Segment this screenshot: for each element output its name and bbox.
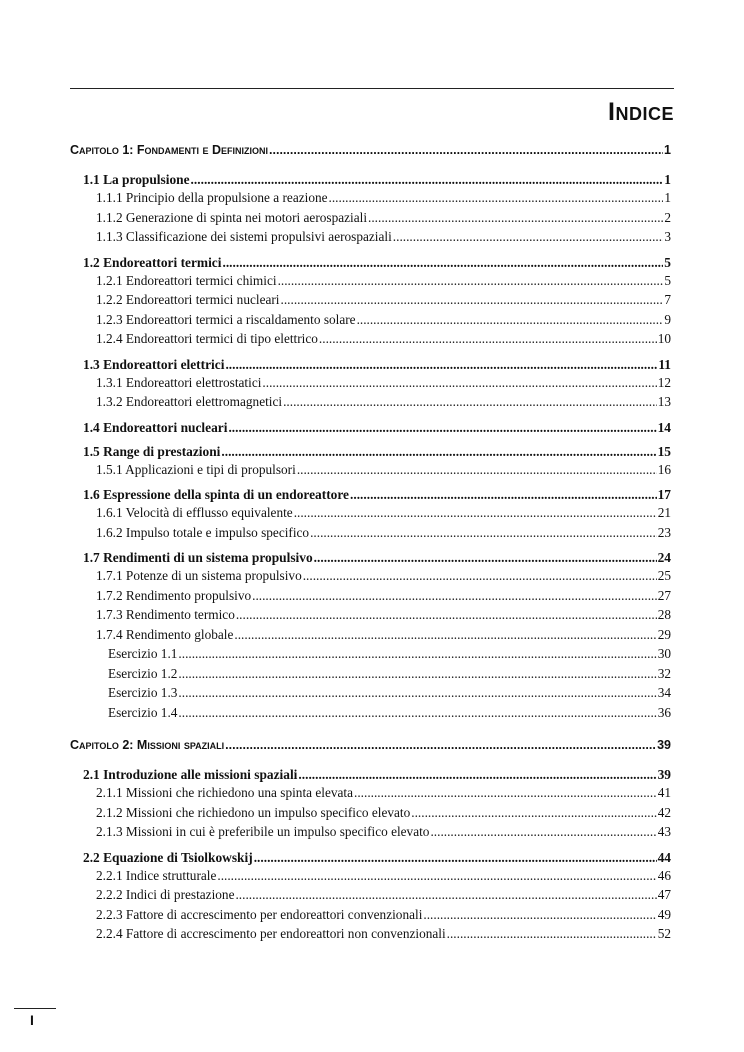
toc-exercise[interactable] bbox=[70, 646, 671, 666]
toc-chapter-label: Capitolo 2: Missioni spaziali bbox=[70, 738, 225, 752]
toc-section-label: 1.6 Espressione della spinta di un endoreattore bbox=[83, 487, 349, 502]
toc-subsection-label: 1.7.1 Potenze di un sistema propulsivo bbox=[96, 568, 302, 583]
dot-leader bbox=[178, 685, 656, 701]
toc-subsection[interactable] bbox=[70, 824, 671, 844]
toc-subsection-label: 1.1.3 Classificazione dei sistemi propulsivi aerospaziali bbox=[96, 229, 392, 244]
toc-subsection-label: 2.2.2 Indici di prestazione bbox=[96, 887, 235, 902]
toc-subsection[interactable] bbox=[70, 210, 671, 230]
toc-section[interactable] bbox=[70, 487, 671, 505]
toc-subsection-label: 2.1.1 Missioni che richiedono una spinta elevata bbox=[96, 785, 354, 800]
dot-leader bbox=[297, 462, 657, 478]
dot-leader bbox=[281, 292, 664, 308]
toc-subsection-label: 1.1.1 Principio della propulsione a reazione bbox=[96, 190, 328, 205]
dot-leader bbox=[368, 210, 663, 226]
toc-subsection-page: 29 bbox=[657, 626, 671, 642]
toc-subsection-page: 25 bbox=[657, 568, 671, 583]
toc-subsection-page: 3 bbox=[664, 229, 671, 244]
toc-subsection[interactable] bbox=[70, 907, 671, 927]
toc-subsection-label: 1.3.2 Endoreattori elettromagnetici bbox=[96, 394, 283, 409]
dot-leader bbox=[236, 607, 657, 623]
footer-rule bbox=[14, 1008, 56, 1009]
dot-leader bbox=[393, 229, 664, 245]
toc-subsection-label: 2.2.3 Fattore di accrescimento per endoreattori convenzionali bbox=[96, 906, 423, 922]
dot-leader bbox=[423, 907, 656, 923]
dot-leader bbox=[269, 143, 663, 157]
header-rule bbox=[70, 88, 674, 89]
toc-subsection-label: 2.1.3 Missioni in cui è preferibile un impulso specifico elevato bbox=[96, 824, 430, 839]
table-of-contents bbox=[70, 143, 671, 946]
toc-section[interactable] bbox=[70, 767, 671, 785]
toc-subsection[interactable] bbox=[70, 375, 671, 395]
dot-leader bbox=[217, 868, 656, 884]
toc-subsection[interactable] bbox=[70, 331, 671, 351]
dot-leader bbox=[278, 273, 664, 289]
toc-section[interactable] bbox=[70, 550, 671, 568]
toc-subsection-page: 43 bbox=[657, 824, 671, 839]
toc-section-label: 2.1 Introduzione alle missioni spaziali bbox=[83, 767, 298, 782]
toc-chapter-page: 39 bbox=[657, 738, 671, 752]
toc-section[interactable] bbox=[70, 420, 671, 438]
dot-leader bbox=[283, 394, 657, 410]
toc-subsection[interactable] bbox=[70, 229, 671, 249]
toc-subsection-page: 10 bbox=[657, 331, 671, 346]
dot-leader bbox=[357, 312, 664, 328]
dot-leader bbox=[303, 568, 657, 584]
toc-section-page: 17 bbox=[657, 487, 671, 502]
dot-leader bbox=[350, 487, 657, 503]
dot-leader bbox=[310, 525, 657, 541]
toc-subsection-label: 1.2.1 Endoreattori termici chimici bbox=[96, 272, 277, 288]
toc-exercise-label: Esercizio 1.3 bbox=[108, 685, 178, 700]
toc-exercise-page: 32 bbox=[657, 665, 671, 681]
dot-leader bbox=[294, 505, 657, 521]
toc-section-page: 15 bbox=[657, 443, 671, 459]
toc-subsection-label: 1.6.2 Impulso totale e impulso specifico bbox=[96, 524, 310, 540]
dot-leader bbox=[319, 331, 657, 347]
toc-exercise[interactable] bbox=[70, 685, 671, 705]
toc-subsection[interactable] bbox=[70, 568, 671, 588]
toc-subsection[interactable] bbox=[70, 312, 671, 332]
toc-subsection[interactable] bbox=[70, 525, 671, 545]
toc-exercise-page: 30 bbox=[657, 646, 671, 661]
toc-subsection-page: 7 bbox=[664, 292, 671, 307]
toc-subsection[interactable] bbox=[70, 607, 671, 627]
toc-section-label: 1.4 Endoreattori nucleari bbox=[83, 419, 228, 435]
dot-leader bbox=[262, 375, 656, 391]
toc-section-label: 1.5 Range di prestazioni bbox=[83, 443, 221, 459]
toc-subsection[interactable] bbox=[70, 394, 671, 414]
toc-subsection-label: 1.6.1 Velocità di efflusso equivalente bbox=[96, 505, 293, 520]
toc-exercise-page: 34 bbox=[657, 685, 671, 700]
toc-exercise-label: Esercizio 1.1 bbox=[108, 646, 178, 661]
dot-leader bbox=[225, 738, 656, 752]
toc-subsection-label: 1.7.2 Rendimento propulsivo bbox=[96, 587, 252, 603]
toc-subsection-page: 23 bbox=[657, 524, 671, 540]
dot-leader bbox=[178, 666, 656, 682]
toc-subsection-page: 1 bbox=[664, 190, 671, 205]
toc-subsection[interactable] bbox=[70, 190, 671, 210]
toc-subsection-label: 1.1.2 Generazione di spinta nei motori aerospaziali bbox=[96, 209, 368, 225]
dot-leader bbox=[411, 805, 656, 821]
toc-subsection-page: 9 bbox=[664, 311, 671, 327]
toc-chapter-page: 1 bbox=[664, 143, 671, 157]
toc-subsection[interactable] bbox=[70, 588, 671, 608]
toc-subsection[interactable] bbox=[70, 805, 671, 825]
toc-chapter[interactable] bbox=[70, 143, 671, 160]
toc-exercise-label: Esercizio 1.2 bbox=[108, 665, 178, 681]
toc-subsection-label: 2.1.2 Missioni che richiedono un impulso specifico elevato bbox=[96, 804, 411, 820]
toc-subsection-label: 2.2.1 Indice strutturale bbox=[96, 867, 217, 883]
toc-subsection[interactable] bbox=[70, 292, 671, 312]
toc-subsection-label: 1.5.1 Applicazioni e tipi di propulsori bbox=[96, 461, 296, 477]
toc-subsection-page: 47 bbox=[657, 887, 671, 902]
dot-leader bbox=[235, 887, 656, 903]
dot-leader bbox=[225, 357, 657, 373]
toc-exercise[interactable] bbox=[70, 705, 671, 725]
dot-leader bbox=[178, 705, 656, 721]
toc-section-label: 1.1 La propulsione bbox=[83, 172, 190, 187]
toc-section-page: 39 bbox=[657, 767, 671, 782]
toc-chapter[interactable] bbox=[70, 738, 671, 755]
toc-section-page: 24 bbox=[657, 550, 671, 565]
toc-section[interactable] bbox=[70, 444, 671, 462]
toc-subsection-page: 16 bbox=[657, 461, 671, 477]
toc-exercise-page: 36 bbox=[657, 704, 671, 720]
toc-subsection-page: 13 bbox=[657, 394, 671, 409]
dot-leader bbox=[298, 767, 656, 783]
toc-section-label: 1.3 Endoreattori elettrici bbox=[83, 356, 225, 372]
toc-subsection-page: 2 bbox=[664, 209, 671, 225]
toc-section[interactable] bbox=[70, 255, 671, 273]
toc-subsection-page: 21 bbox=[657, 505, 671, 520]
toc-subsection[interactable] bbox=[70, 785, 671, 805]
dot-leader bbox=[228, 420, 656, 436]
toc-subsection-page: 41 bbox=[657, 785, 671, 800]
toc-section-page: 1 bbox=[664, 172, 671, 187]
toc-section-label: 1.7 Rendimenti di un sistema propulsivo bbox=[83, 550, 313, 565]
toc-subsection-page: 49 bbox=[657, 906, 671, 922]
dot-leader bbox=[222, 255, 663, 271]
toc-section[interactable] bbox=[70, 172, 671, 190]
toc-exercise-label: Esercizio 1.4 bbox=[108, 704, 178, 720]
toc-section-label: 2.2 Equazione di Tsiolkowskij bbox=[83, 849, 253, 865]
dot-leader bbox=[221, 444, 656, 460]
toc-chapter-label: Capitolo 1: Fondamenti e Definizioni bbox=[70, 143, 269, 157]
toc-subsection[interactable] bbox=[70, 462, 671, 482]
toc-subsection[interactable] bbox=[70, 627, 671, 647]
dot-leader bbox=[178, 646, 656, 662]
dot-leader bbox=[329, 190, 664, 206]
toc-subsection-page: 12 bbox=[657, 374, 671, 390]
toc-section[interactable] bbox=[70, 850, 671, 868]
toc-subsection-label: 1.7.3 Rendimento termico bbox=[96, 607, 235, 622]
toc-subsection-page: 46 bbox=[657, 867, 671, 883]
toc-subsection[interactable] bbox=[70, 273, 671, 293]
toc-section[interactable] bbox=[70, 357, 671, 375]
toc-subsection-page: 5 bbox=[664, 272, 671, 288]
toc-subsection-page: 28 bbox=[657, 607, 671, 622]
toc-subsection-label: 1.2.3 Endoreattori termici a riscaldamento solare bbox=[96, 311, 356, 327]
toc-subsection[interactable] bbox=[70, 887, 671, 907]
toc-section-page: 5 bbox=[664, 254, 671, 270]
toc-subsection-label: 1.3.1 Endoreattori elettrostatici bbox=[96, 374, 262, 390]
toc-subsection[interactable] bbox=[70, 926, 671, 946]
page-title: Indice bbox=[608, 98, 674, 126]
dot-leader bbox=[430, 824, 656, 840]
toc-section-page: 44 bbox=[657, 849, 671, 865]
toc-subsection-label: 2.2.4 Fattore di accrescimento per endoreattori non convenzionali bbox=[96, 926, 446, 941]
dot-leader bbox=[252, 588, 657, 604]
dot-leader bbox=[254, 850, 657, 866]
toc-subsection-page: 27 bbox=[657, 587, 671, 603]
page-number: I bbox=[30, 1012, 34, 1028]
dot-leader bbox=[354, 785, 657, 801]
toc-subsection-label: 1.2.2 Endoreattori termici nucleari bbox=[96, 292, 280, 307]
toc-subsection-page: 42 bbox=[657, 804, 671, 820]
dot-leader bbox=[234, 627, 656, 643]
dot-leader bbox=[314, 550, 657, 566]
dot-leader bbox=[191, 172, 664, 188]
toc-subsection-page: 52 bbox=[657, 926, 671, 941]
toc-section-page: 11 bbox=[658, 356, 671, 372]
toc-subsection[interactable] bbox=[70, 505, 671, 525]
dot-leader bbox=[447, 926, 657, 942]
toc-exercise[interactable] bbox=[70, 666, 671, 686]
toc-section-page: 14 bbox=[657, 419, 671, 435]
toc-subsection-label: 1.7.4 Rendimento globale bbox=[96, 626, 234, 642]
toc-subsection-label: 1.2.4 Endoreattori termici di tipo elettrico bbox=[96, 331, 318, 346]
toc-section-label: 1.2 Endoreattori termici bbox=[83, 254, 222, 270]
toc-subsection[interactable] bbox=[70, 868, 671, 888]
